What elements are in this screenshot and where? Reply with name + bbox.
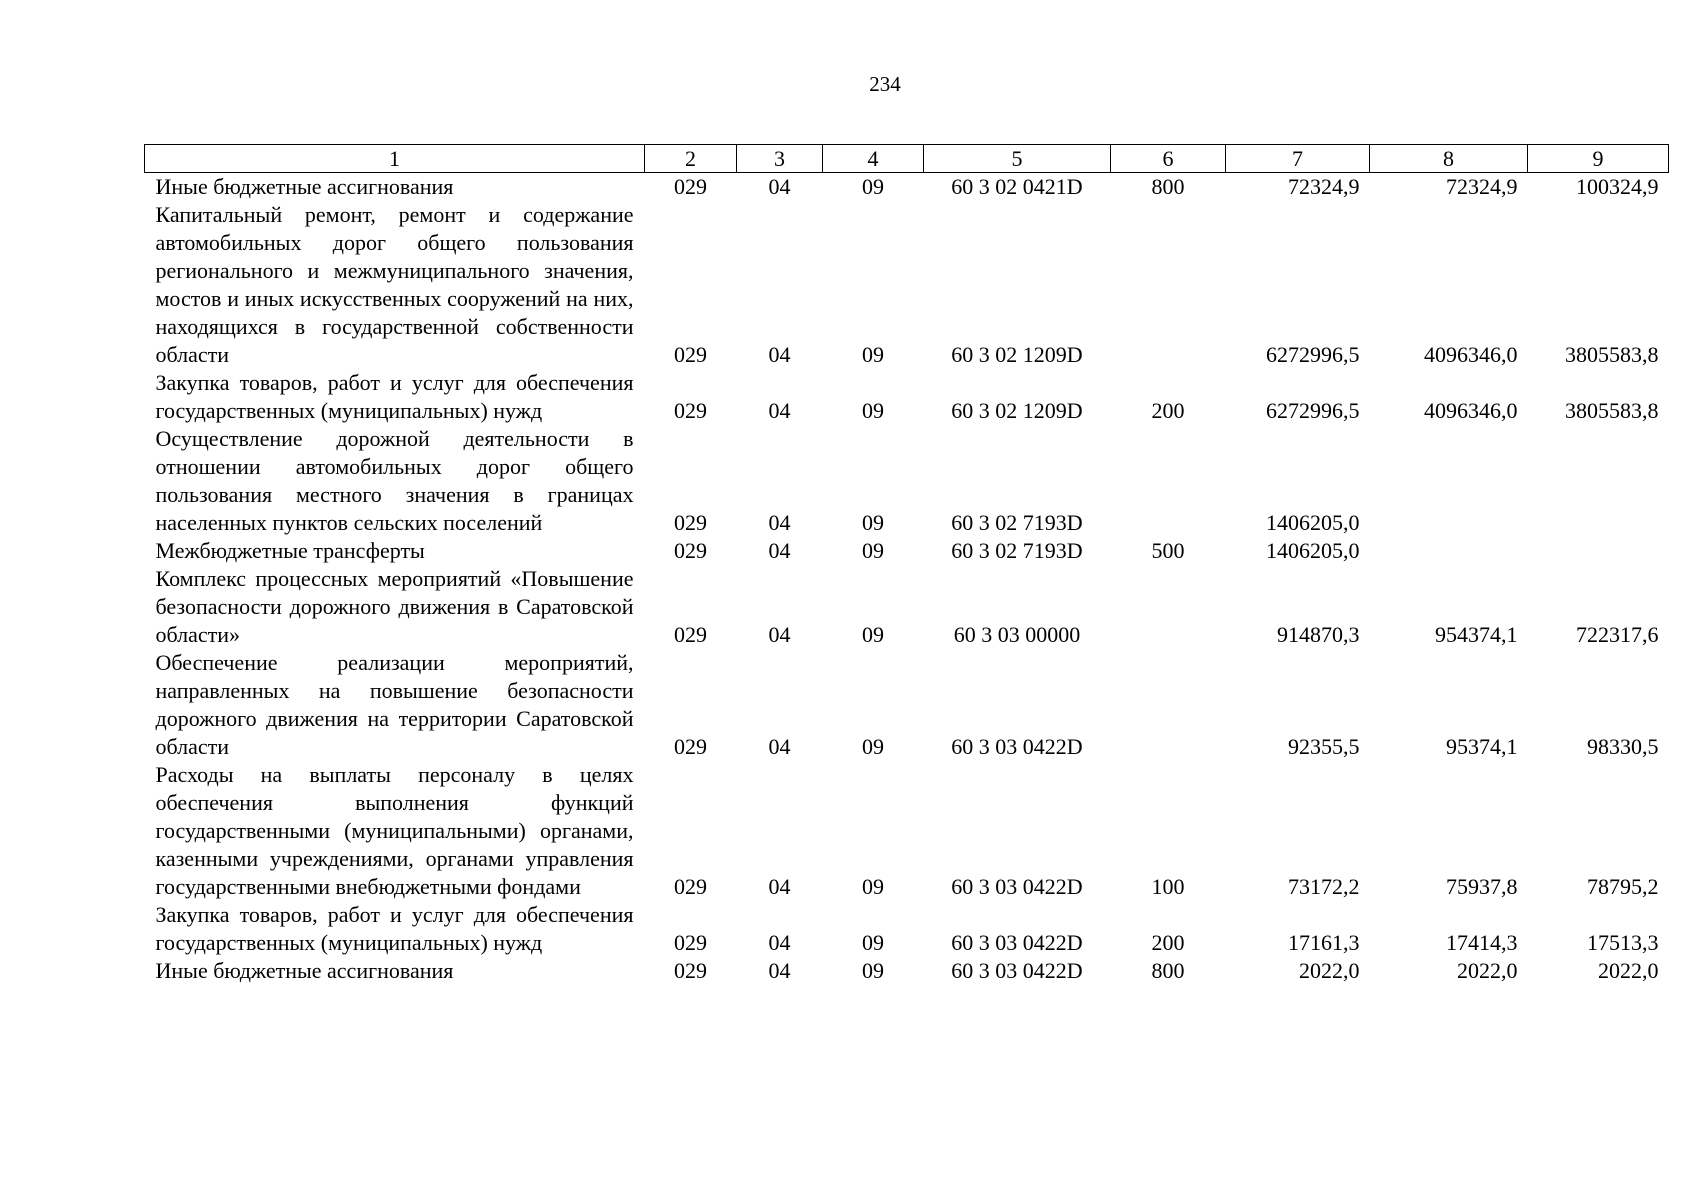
table-row — [145, 565, 1669, 649]
row-expense-type: 200 — [1151, 930, 1185, 955]
row-amount-8: 75937,8 — [1446, 874, 1518, 899]
row-col-4: 09 — [862, 958, 884, 983]
row-target-article: 60 3 02 1209D — [951, 398, 1083, 423]
row-col-2: 029 — [674, 342, 707, 367]
row-expense-type: 800 — [1151, 958, 1185, 983]
row-col-4: 09 — [862, 622, 884, 647]
row-amount-8: 4096346,0 — [1424, 398, 1518, 423]
header-col-5: 5 — [924, 145, 1111, 173]
row-target-article: 60 3 03 0422D — [951, 734, 1083, 759]
row-amount-9: 100324,9 — [1576, 174, 1659, 199]
row-col-2: 029 — [674, 930, 707, 955]
table-row — [145, 201, 1669, 369]
row-expense-type — [1111, 201, 1226, 369]
table-row — [145, 761, 1669, 901]
row-amount-8: 954374,1 — [1435, 622, 1518, 647]
row-target-article: 60 3 03 0422D — [951, 930, 1083, 955]
header-row — [145, 145, 1669, 173]
table-body — [145, 173, 1669, 986]
row-col-2: 029 — [674, 622, 707, 647]
row-name: Расходы на выплаты персоналу в целях обеспечения выполнения функций государственными (муниципальными) органами, казенными учреждениями, органами управления государственными внебюджетными фондами — [155, 762, 634, 899]
table-row — [145, 173, 1669, 202]
row-name: Закупка товаров, работ и услуг для обеспечения государственных (муниципальных) нужд — [155, 370, 634, 423]
row-expense-type — [1111, 425, 1226, 537]
row-amount-8: 95374,1 — [1446, 734, 1518, 759]
row-amount-7: 914870,3 — [1277, 622, 1360, 647]
row-amount-9: 3805583,8 — [1565, 398, 1659, 423]
row-amount-8: 72324,9 — [1446, 174, 1518, 199]
row-col-4: 09 — [862, 510, 884, 535]
row-col-4: 09 — [862, 874, 884, 899]
header-col-1: 1 — [145, 145, 645, 173]
table-header — [145, 145, 1669, 173]
row-target-article: 60 3 03 00000 — [953, 622, 1081, 647]
row-amount-9 — [1528, 425, 1669, 537]
row-amount-9: 78795,2 — [1587, 874, 1659, 899]
header-col-8: 8 — [1370, 145, 1528, 173]
row-amount-7: 1406205,0 — [1266, 510, 1360, 535]
row-expense-type: 200 — [1151, 398, 1185, 423]
row-col-3: 04 — [768, 342, 791, 367]
row-col-2: 029 — [674, 174, 707, 199]
row-name: Осуществление дорожной деятельности в отношении автомобильных дорог общего пользования местного значения в границах населенных пунктов сельских поселений — [155, 426, 634, 535]
header-col-9: 9 — [1528, 145, 1669, 173]
row-name: Межбюджетные трансферты — [155, 538, 425, 563]
row-col-3: 04 — [768, 398, 791, 423]
row-target-article: 60 3 03 0422D — [951, 874, 1083, 899]
row-amount-8: 17414,3 — [1446, 930, 1518, 955]
row-amount-9 — [1528, 537, 1669, 565]
row-amount-8: 4096346,0 — [1424, 342, 1518, 367]
row-target-article: 60 3 02 7193D — [951, 510, 1083, 535]
header-col-7: 7 — [1226, 145, 1370, 173]
row-amount-7: 6272996,5 — [1266, 342, 1360, 367]
row-amount-8 — [1370, 537, 1528, 565]
row-name: Иные бюджетные ассигнования — [155, 174, 454, 199]
row-expense-type — [1111, 565, 1226, 649]
row-name: Иные бюджетные ассигнования — [155, 958, 454, 983]
row-amount-9: 3805583,8 — [1565, 342, 1659, 367]
row-col-2: 029 — [674, 734, 707, 759]
table-row — [145, 649, 1669, 761]
row-col-3: 04 — [768, 874, 791, 899]
row-amount-8 — [1370, 425, 1528, 537]
header-col-4: 4 — [823, 145, 924, 173]
row-col-3: 04 — [768, 510, 791, 535]
budget-table — [144, 144, 1669, 985]
row-expense-type: 800 — [1151, 174, 1185, 199]
row-expense-type — [1111, 649, 1226, 761]
row-amount-7: 17161,3 — [1288, 930, 1360, 955]
row-col-4: 09 — [862, 174, 884, 199]
row-col-4: 09 — [862, 538, 884, 563]
row-target-article: 60 3 03 0422D — [951, 958, 1083, 983]
page-number: 234 — [869, 72, 901, 96]
row-amount-7: 6272996,5 — [1266, 398, 1360, 423]
table-row — [145, 901, 1669, 957]
row-col-2: 029 — [674, 538, 707, 563]
row-target-article: 60 3 02 1209D — [951, 342, 1083, 367]
table-row — [145, 369, 1669, 425]
row-col-3: 04 — [768, 930, 791, 955]
row-name: Закупка товаров, работ и услуг для обеспечения государственных (муниципальных) нужд — [155, 902, 634, 955]
row-amount-9: 17513,3 — [1587, 930, 1659, 955]
row-amount-9: 2022,0 — [1598, 958, 1659, 983]
row-name: Капитальный ремонт, ремонт и содержание автомобильных дорог общего пользования регионального и межмуниципального значения, мостов и иных искусственных сооружений на них, находящихся в государственной собственности области — [155, 202, 634, 367]
row-col-3: 04 — [768, 622, 791, 647]
row-amount-7: 2022,0 — [1299, 958, 1360, 983]
row-expense-type: 100 — [1151, 874, 1185, 899]
row-amount-7: 92355,5 — [1288, 734, 1360, 759]
row-target-article: 60 3 02 0421D — [951, 174, 1083, 199]
table-row — [145, 957, 1669, 985]
row-amount-7: 1406205,0 — [1266, 538, 1360, 563]
row-col-3: 04 — [768, 734, 791, 759]
row-amount-7: 73172,2 — [1288, 874, 1360, 899]
row-col-4: 09 — [862, 342, 884, 367]
row-expense-type: 500 — [1151, 538, 1185, 563]
header-col-6: 6 — [1111, 145, 1226, 173]
row-col-4: 09 — [862, 734, 884, 759]
row-amount-9: 98330,5 — [1587, 734, 1659, 759]
row-name: Обеспечение реализации мероприятий, направленных на повышение безопасности дорожного движения на территории Саратовской области — [155, 650, 634, 759]
header-col-2: 2 — [645, 145, 737, 173]
row-col-2: 029 — [674, 958, 707, 983]
table-row — [145, 425, 1669, 537]
row-amount-7: 72324,9 — [1288, 174, 1360, 199]
row-col-2: 029 — [674, 398, 707, 423]
table-row — [145, 537, 1669, 565]
header-col-3: 3 — [737, 145, 823, 173]
row-target-article: 60 3 02 7193D — [951, 538, 1083, 563]
row-col-3: 04 — [768, 958, 791, 983]
row-name: Комплекс процессных мероприятий «Повышение безопасности дорожного движения в Саратовской области» — [155, 566, 634, 647]
row-col-2: 029 — [674, 874, 707, 899]
row-amount-8: 2022,0 — [1457, 958, 1518, 983]
row-col-4: 09 — [862, 398, 884, 423]
row-col-3: 04 — [768, 174, 791, 199]
row-amount-9: 722317,6 — [1576, 622, 1659, 647]
row-col-4: 09 — [862, 930, 884, 955]
row-col-2: 029 — [674, 510, 707, 535]
row-col-3: 04 — [768, 538, 791, 563]
